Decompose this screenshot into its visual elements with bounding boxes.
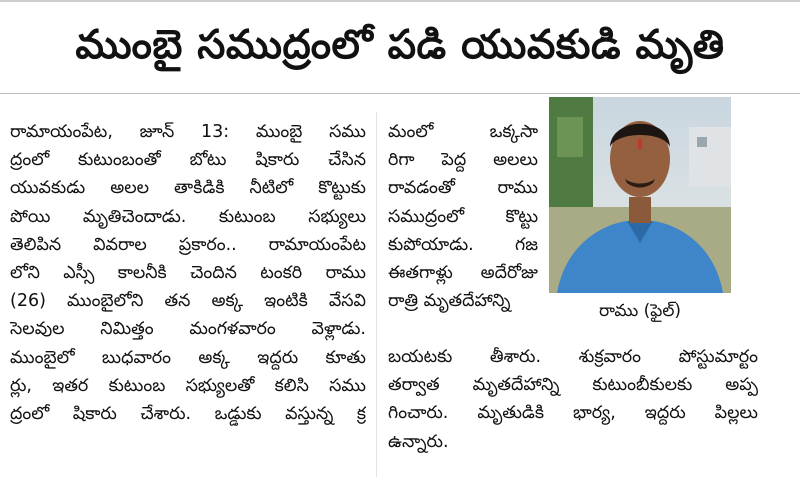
article-right-column <box>388 118 538 315</box>
text-line: సెలవుల నిమిత్తం మంగళవారం వెళ్లాడు. <box>10 319 366 340</box>
text-line: రిగా పెద్ద అలలు <box>388 150 538 171</box>
article-bottom-column <box>388 343 758 456</box>
text-line: ఈతగాళ్లు అదేరోజు <box>388 263 538 284</box>
text-line: పోయి మృతిచెందాడు. కుటుంబ సభ్యులు <box>10 206 366 227</box>
text-line: రావడంతో రాము <box>388 178 538 199</box>
text-line: రాత్రి మృతదేహాన్ని <box>388 291 511 312</box>
headline-divider <box>0 93 800 94</box>
text-line: తర్వాత మృతదేహాన్ని కుటుంబీకులకు అప్ప <box>388 375 758 396</box>
top-rule <box>0 0 800 2</box>
photo-caption: రాము (ఫైల్) <box>598 301 682 321</box>
text-line: రామాయంపేట, జూన్ 13: ముంబై సము <box>10 122 366 142</box>
text-line: గించారు. మృతుడికి భార్య, ఇద్దరు పిల్లలు <box>388 403 758 424</box>
text-line: ద్రంలో కుటుంబంతో బోటు షికారు చేసిన <box>10 150 366 171</box>
text-line: కుపోయాడు. గజ <box>388 234 538 255</box>
text-line: ముంబైలో బుధవారం అక్క ఇద్దరు కూతు <box>10 347 366 368</box>
text-line: సముద్రంలో కొట్టు <box>388 206 538 227</box>
column-divider <box>376 112 377 477</box>
text-line: యువకుడు అలల తాకిడికి నీటిలో కొట్టుకు <box>10 178 366 199</box>
text-line: ఉన్నారు. <box>388 431 449 452</box>
article-left-column <box>10 118 366 428</box>
text-line: ద్రంలో షికారు చేశారు. ఒడ్డుకు వస్తున్న క్ర <box>10 404 366 425</box>
text-line: మంలో ఒక్కసా <box>388 122 538 142</box>
headline: ముంబై సముద్రంలో పడి యువకుడి మృతి <box>75 22 725 68</box>
text-line: (26) ముంబైలోని తన అక్క ఇంటికి వేసవి <box>10 291 366 312</box>
text-line: తెలిపిన వివరాల ప్రకారం.. రామాయంపేట <box>10 234 366 255</box>
text-line: బయటకు తీశారు. శుక్రవారం పోస్టుమార్టం <box>388 347 758 367</box>
text-line: లోని ఎస్సీ కాలనీకి చెందిన టంకరి రాము <box>10 263 366 284</box>
person-photo <box>549 97 731 293</box>
text-line: ర్లు, ఇతర కుటుంబ సభ్యులతో కలిసి సము <box>10 375 366 396</box>
